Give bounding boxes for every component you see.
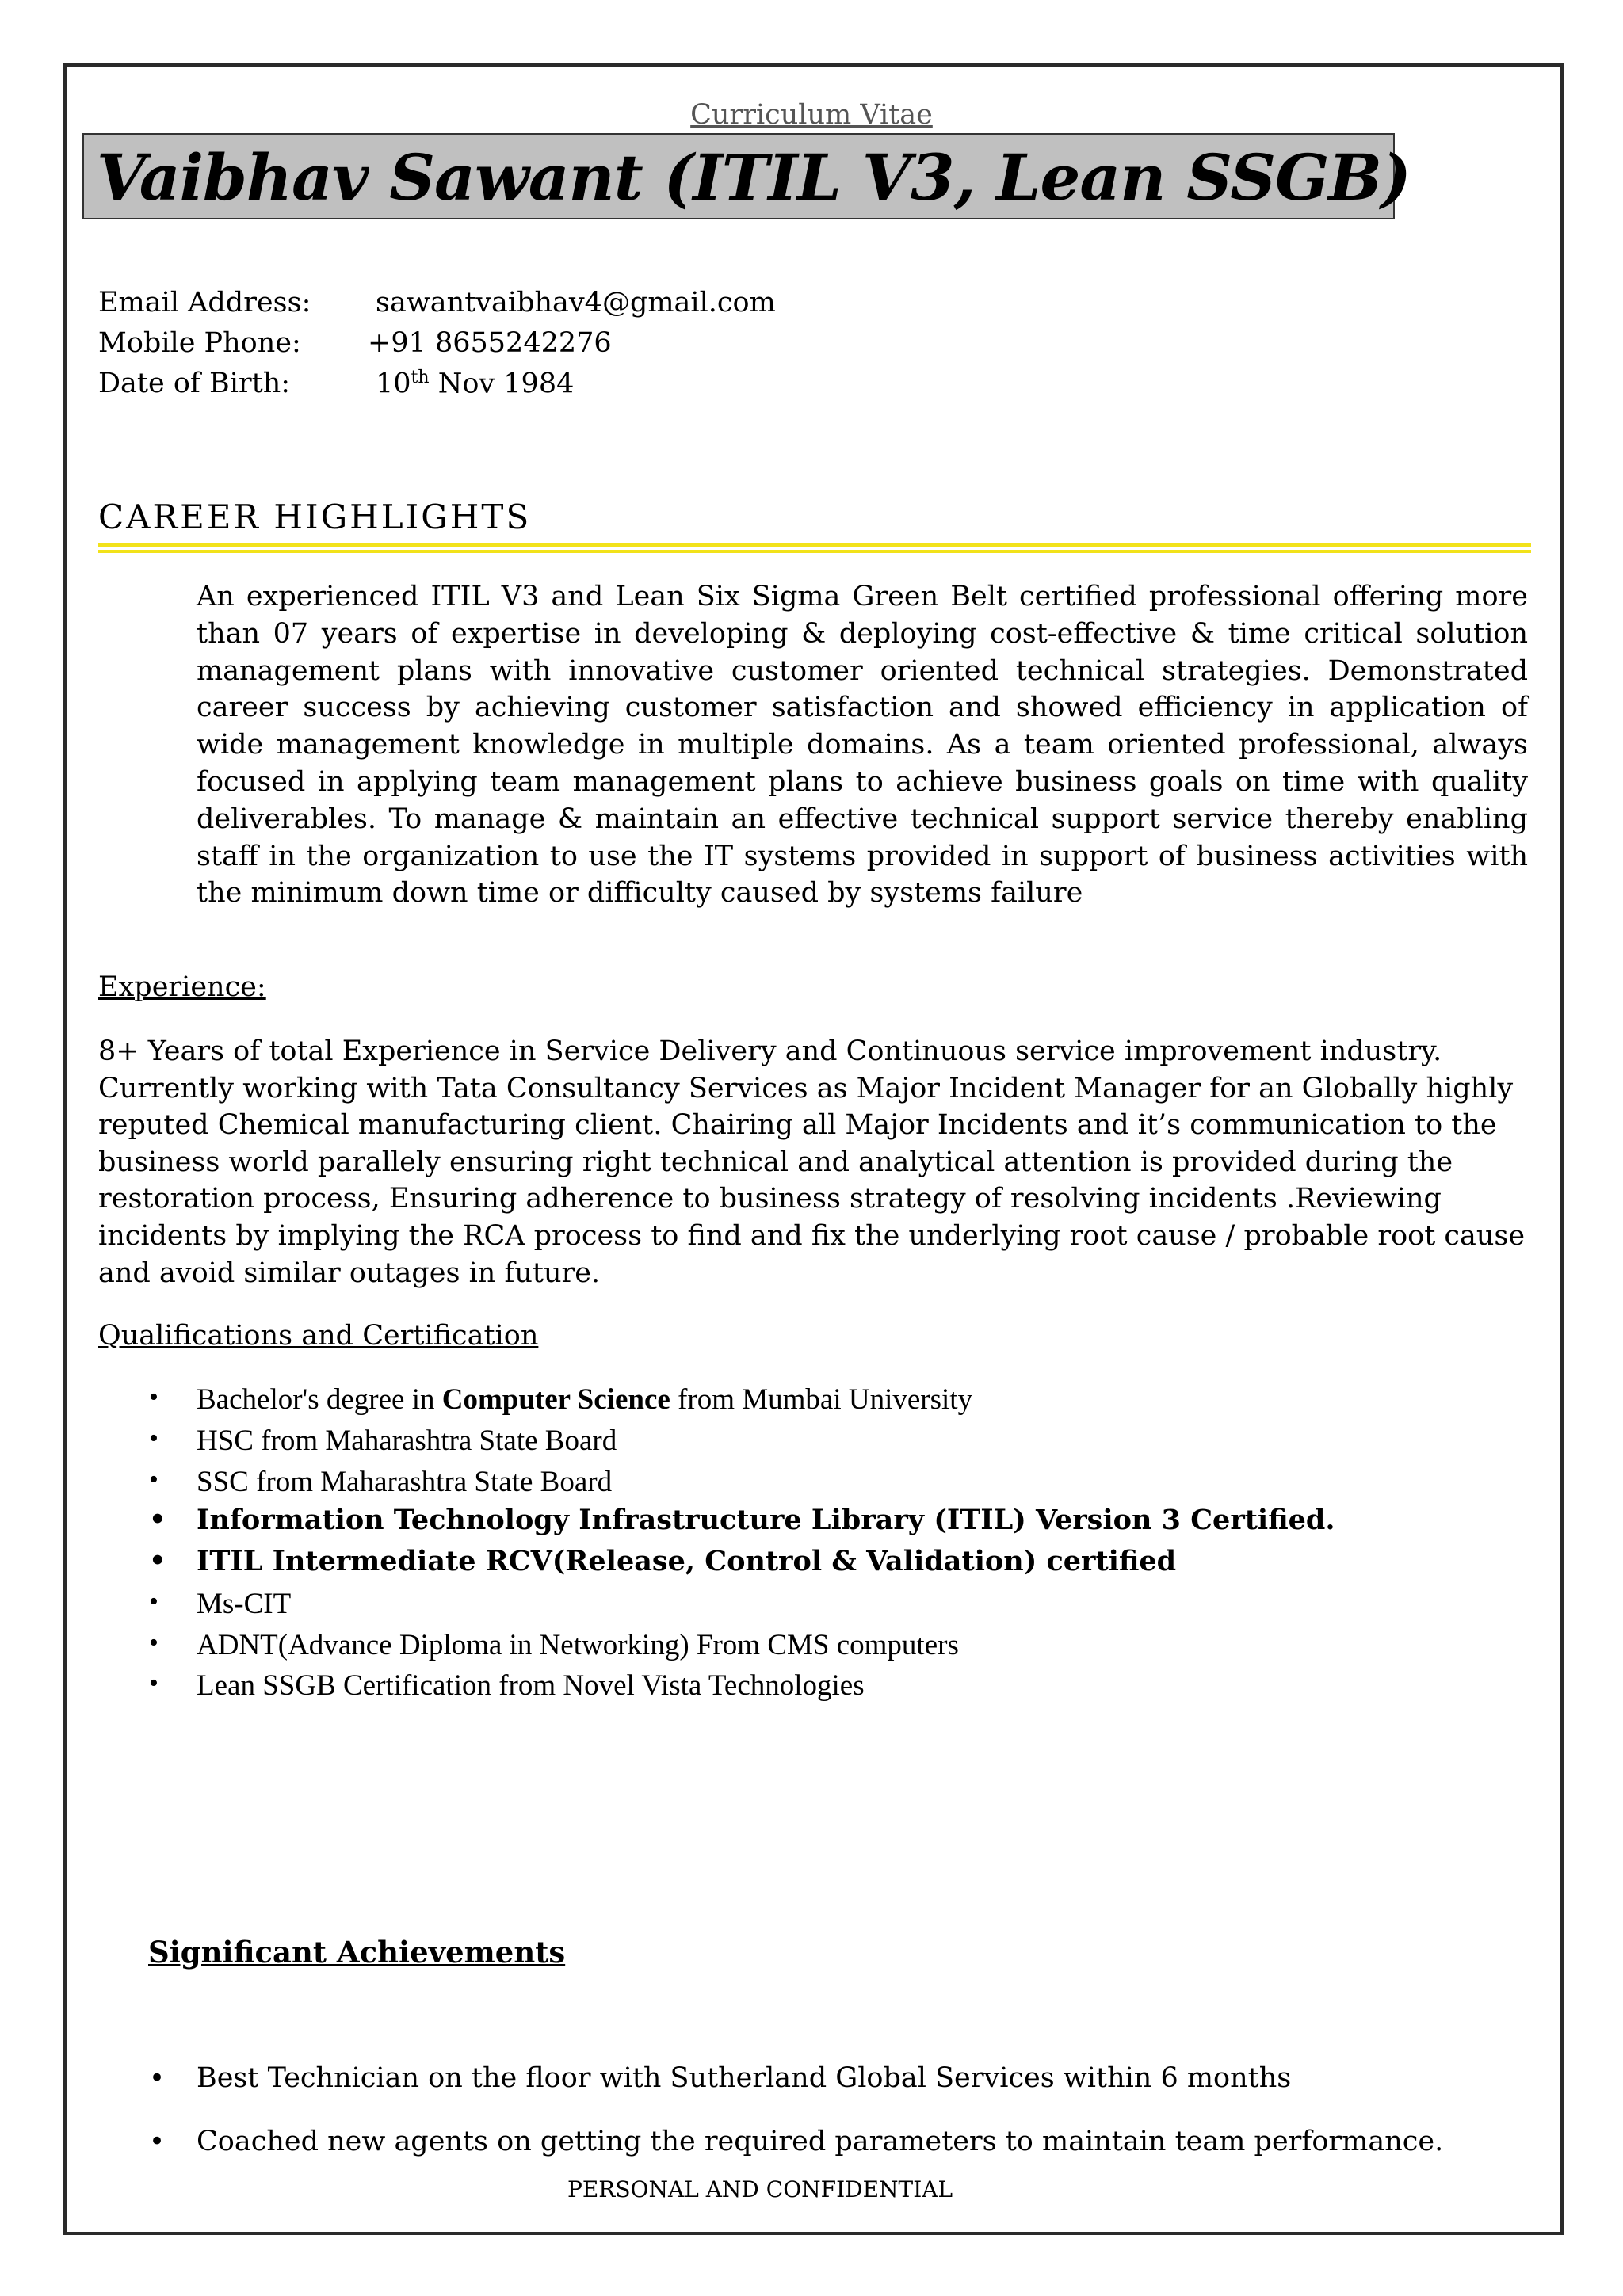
- document-label: Curriculum Vitae: [690, 99, 933, 131]
- list-item-text: Best Technician on the floor with Sutherland Global Services within 6 months: [197, 2062, 1292, 2094]
- bullet-icon: •: [149, 1669, 158, 1698]
- list-item-text: Ms-CIT: [197, 1588, 292, 1620]
- list-item-text: Lean SSGB Certification from Novel Vista Technologies: [197, 1669, 865, 1702]
- career-heading: CAREER HIGHLIGHTS: [98, 498, 532, 536]
- qualification-text: from Mumbai University: [670, 1383, 973, 1416]
- footer-confidential: PERSONAL AND CONFIDENTIAL: [567, 2176, 953, 2203]
- heading-rule-bottom: [98, 550, 1531, 553]
- experience-heading: Experience:: [98, 971, 266, 1003]
- email-value: sawantvaibhav4@gmail.com: [376, 287, 776, 318]
- email-label: Email Address:: [98, 287, 311, 318]
- heading-rule-top: [98, 543, 1531, 547]
- list-item-text: [197, 1383, 972, 1417]
- dob-month-year: Nov 1984: [429, 368, 575, 400]
- bullet-icon: •: [149, 1424, 158, 1453]
- list-item-text: HSC from Maharashtra State Board: [197, 1425, 617, 1457]
- name-banner: [82, 133, 1411, 219]
- achievements-heading: Significant Achievements: [148, 1935, 566, 1970]
- dob-suffix: th: [411, 368, 430, 387]
- qualification-emphasis: Computer Science: [441, 1383, 670, 1416]
- career-summary: An experienced ITIL V3 and Lean Six Sigma Green Belt certified professional offering more than 07 years of expertise in developing & deploying cost-effective & time critical solution management plans with innovative customer oriented technical strategies. Demonstrated career success by achieving customer satisfaction and showed efficiency in application of wide management knowledge in multiple domains. As a team oriented professional, always focused in applying team management plans to achieve business goals on time with quality deliverables. To manage & maintain an effective technical support service thereby enabling staff in the organization to use the IT systems provided in support of business activities with the minimum down time or difficulty caused by systems failure: [197, 581, 1528, 910]
- list-item-text: Coached new agents on getting the required parameters to maintain team performance.: [197, 2126, 1444, 2157]
- dob-day: 10: [376, 368, 411, 400]
- candidate-name: Vaibhav Sawant (ITIL V3, Lean SSGB): [97, 140, 1411, 215]
- list-item-text: Information Technology Infrastructure Library (ITIL) Version 3 Certified.: [197, 1504, 1335, 1536]
- list-item-text: SSC from Maharashtra State Board: [197, 1466, 613, 1498]
- qualification-text: Bachelor's degree in: [197, 1383, 442, 1416]
- bullet-icon: •: [149, 1545, 166, 1577]
- list-item-text: ADNT(Advance Diploma in Networking) From CMS computers: [197, 1629, 959, 1661]
- bullet-icon: •: [149, 1504, 166, 1535]
- list-item-text: ITIL Intermediate RCV(Release, Control & Validation) certified: [197, 1545, 1177, 1577]
- bullet-icon: •: [149, 1465, 158, 1494]
- bullet-icon: •: [149, 2126, 166, 2157]
- bullet-icon: •: [149, 1383, 158, 1412]
- dob-label: Date of Birth:: [98, 368, 291, 399]
- bullet-icon: •: [149, 1587, 158, 1616]
- qualifications-heading: Qualifications and Certification: [98, 1320, 539, 1352]
- experience-summary: 8+ Years of total Experience in Service Delivery and Continuous service improvement industry. Currently working with Tata Consultancy Services as Major Incident Manager for an Globally highly reputed Chemical manufacturing client. Chairing all Major Incidents and it’s communication to the business world parallely ensuring right technical and analytical attention is provided during the restoration process, Ensuring adherence to business strategy of resolving incidents .Reviewing incidents by implying the RCA process to find and fix the underlying root cause / probable root cause and avoid similar outages in future.: [98, 1035, 1526, 1289]
- bullet-icon: •: [149, 1628, 158, 1657]
- phone-label: Mobile Phone:: [98, 327, 301, 359]
- phone-value: +91 8655242276: [368, 327, 612, 359]
- bullet-icon: •: [149, 2062, 166, 2094]
- dob-value: [376, 368, 574, 400]
